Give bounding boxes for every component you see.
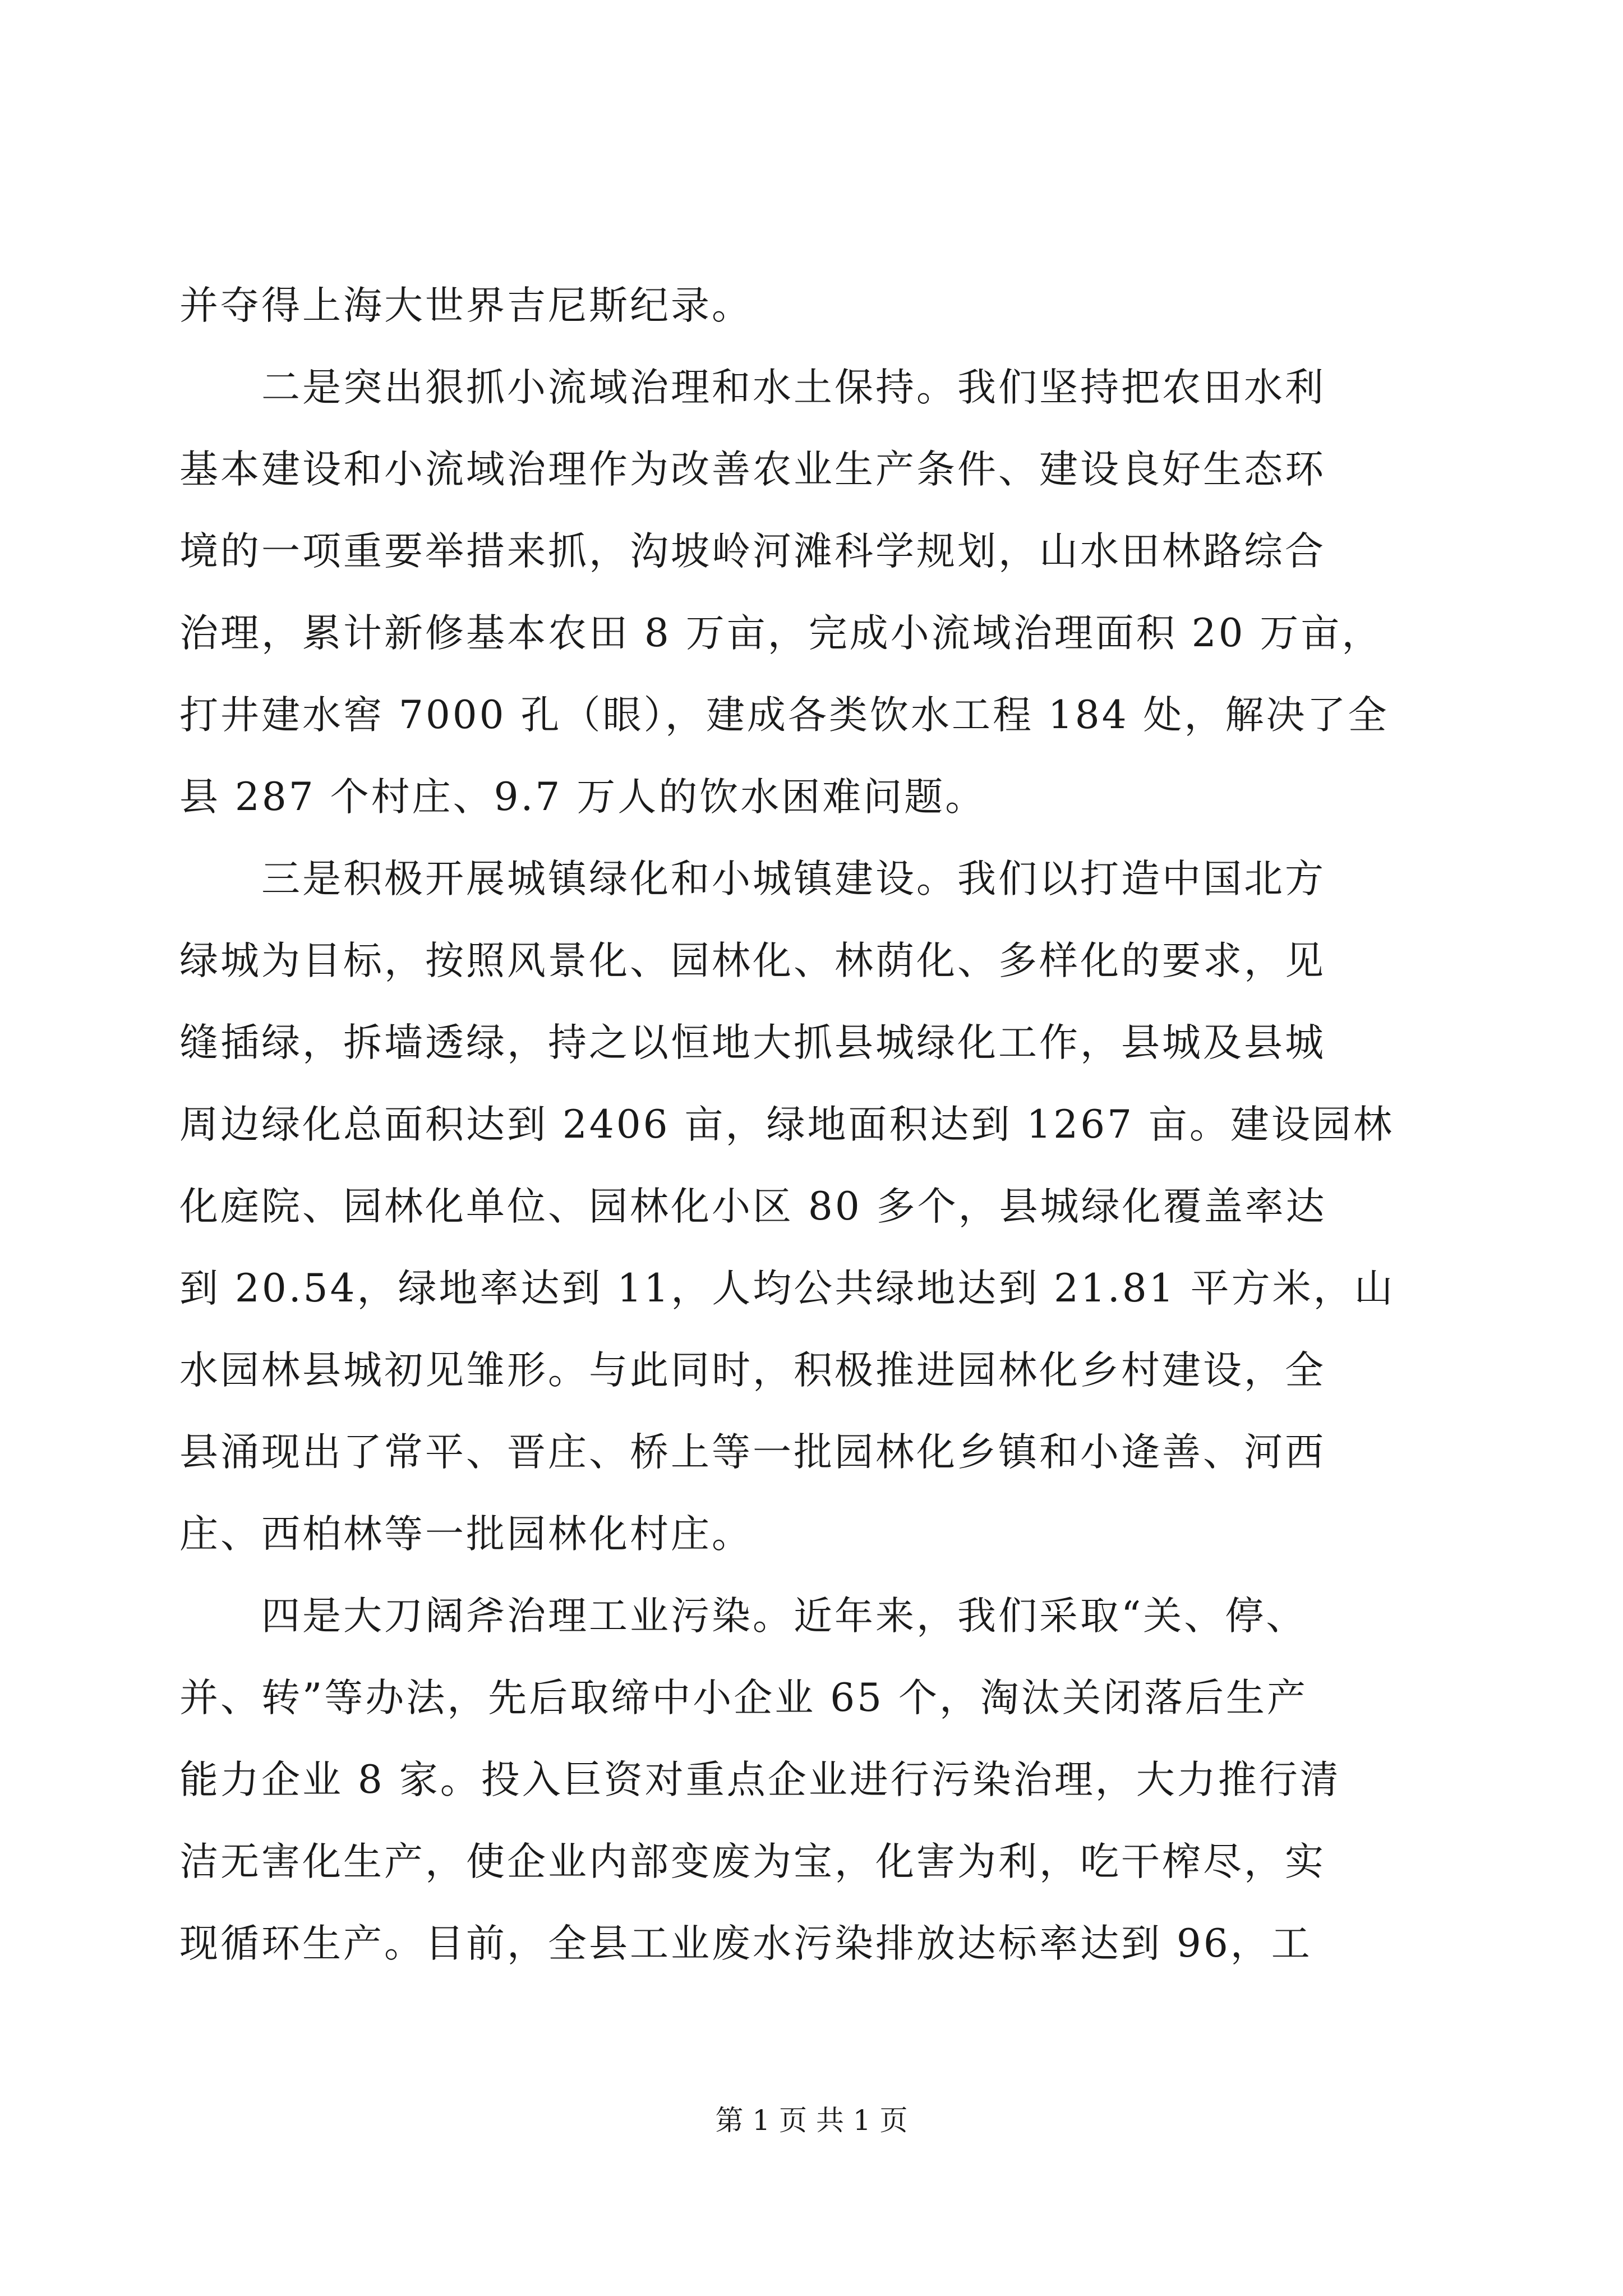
text-line-13: 到 20.54，绿地率达到 11，人均公共绿地达到 21.81 平方米，山 — [179, 1266, 1395, 1311]
text-line-8: 三是积极开展城镇绿化和小城镇建设。我们以打造中国北方 — [261, 857, 1326, 901]
page-footer — [0, 2101, 1623, 2140]
text-line-18: 并、转”等办法，先后取缔中小企业 65 个，淘汰关闭落后生产 — [179, 1676, 1308, 1720]
text-line-6: 打井建水窖 7000 孔（眼），建成各类饮水工程 184 处，解决了全 — [179, 693, 1389, 738]
text-line-15: 县涌现出了常平、晋庄、桥上等一批园林化乡镇和小逄善、河西 — [179, 1430, 1326, 1475]
text-line-1: 并夺得上海大世界吉尼斯纪录。 — [179, 283, 753, 328]
text-line-2: 二是突出狠抓小流域治理和水土保持。我们坚持把农田水利 — [261, 365, 1326, 410]
text-line-17: 四是大刀阔斧治理工业污染。近年来，我们采取“关、停、 — [261, 1594, 1307, 1639]
text-line-11: 周边绿化总面积达到 2406 亩，绿地面积达到 1267 亩。建设园林 — [179, 1102, 1394, 1147]
text-line-19: 能力企业 8 家。投入巨资对重点企业进行污染治理，大力推行清 — [179, 1757, 1341, 1802]
text-line-4: 境的一项重要举措来抓，沟坡岭河滩科学规划，山水田林路综合 — [179, 529, 1326, 574]
text-line-20: 洁无害化生产，使企业内部变废为宝，化害为利，吃干榨尽，实 — [179, 1839, 1326, 1884]
text-line-5: 治理，累计新修基本农田 8 万亩，完成小流域治理面积 20 万亩， — [179, 611, 1383, 656]
text-line-21: 现循环生产。目前，全县工业废水污染排放达标率达到 96，工 — [179, 1921, 1312, 1966]
text-line-9: 绿城为目标，按照风景化、园林化、林荫化、多样化的要求，见 — [179, 938, 1326, 983]
document-body — [179, 265, 1442, 1985]
text-line-10: 缝插绿，拆墙透绿，持之以恒地大抓县城绿化工作，县城及县城 — [179, 1020, 1326, 1065]
text-line-3: 基本建设和小流域治理作为改善农业生产条件、建设良好生态环 — [179, 447, 1326, 492]
text-line-14: 水园林县城初见雏形。与此同时，积极推进园林化乡村建设，全 — [179, 1348, 1326, 1393]
text-line-7: 县 287 个村庄、9.7 万人的饮水困难问题。 — [179, 775, 986, 820]
text-line-12: 化庭院、园林化单位、园林化小区 80 多个，县城绿化覆盖率达 — [179, 1184, 1327, 1229]
page-number-label: 第 1 页 共 1 页 — [715, 2104, 908, 2137]
text-line-16: 庄、西柏林等一批园林化村庄。 — [179, 1512, 753, 1557]
